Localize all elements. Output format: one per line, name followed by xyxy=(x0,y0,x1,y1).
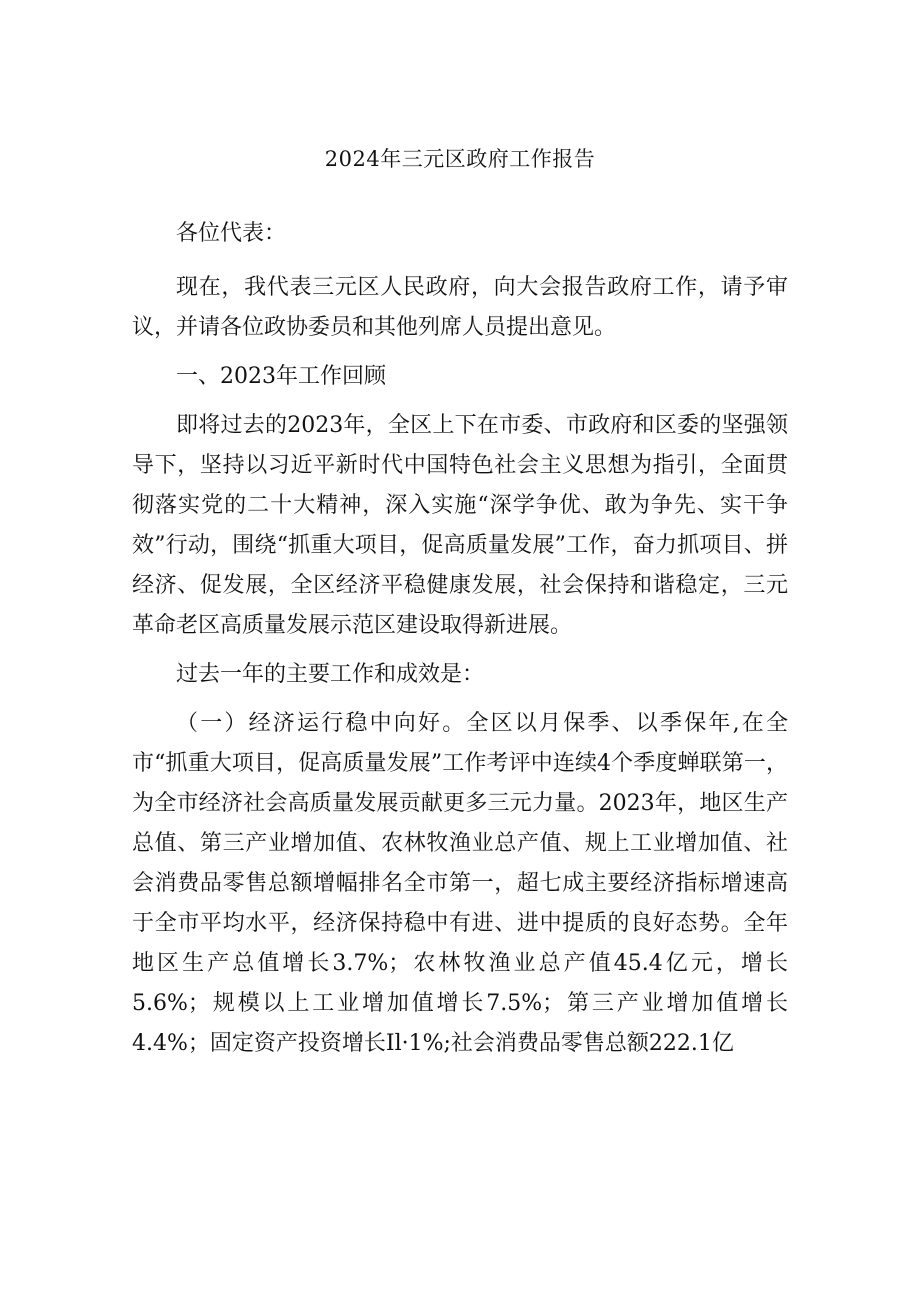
section-heading: 一、2023年工作回顾 xyxy=(176,364,386,389)
economy-paragraph: （一）经济运行稳中向好。全区以月保季、以季保年,在全市“抓重大项目，促高质量发展”工作考评中连续4个季度蝉联第一，为全市经济社会高质量发展贡献更多三元力量。2023年，地区生产总值、第三产业增加值、农林牧渔业总产值、规上工业增加值、社会消费品零售总额增幅排名全市第一，超七成主要经济指标增速高于全市平均水平，经济保持稳中有进、进中提质的良好态势。全年地区生产总值增长3.7%；农林牧渔业总产值45.4亿元，增长5.6%；规模以上工业增加值增长7.5%；第三产业增加值增长4.4%；固定资产投资增长Il·1%;社会消费品零售总额222.1亿 xyxy=(132,711,788,1056)
document-body xyxy=(132,214,788,1073)
review-paragraph: 即将过去的2023年，全区上下在市委、市政府和区委的坚强领导下，坚持以习近平新时代中国特色社会主义思想为指引，全面贯彻落实党的二十大精神，深入实施“深学争优、敢为争先、实干争效”行动，围绕“抓重大项目，促高质量发展”工作，奋力抓项目、拼经济、促发展，全区经济平稳健康发展，社会保持和谐稳定，三元革命老区高质量发展示范区建设取得新进展。 xyxy=(132,413,788,638)
achievements-intro: 过去一年的主要工作和成效是： xyxy=(176,662,485,687)
salutation: 各位代表： xyxy=(176,221,287,246)
document-title: 2024年三元区政府工作报告 xyxy=(324,147,596,171)
intro-paragraph: 现在，我代表三元区人民政府，向大会报告政府工作，请予审议，并请各位政协委员和其他列席人员提出意见。 xyxy=(132,275,788,340)
